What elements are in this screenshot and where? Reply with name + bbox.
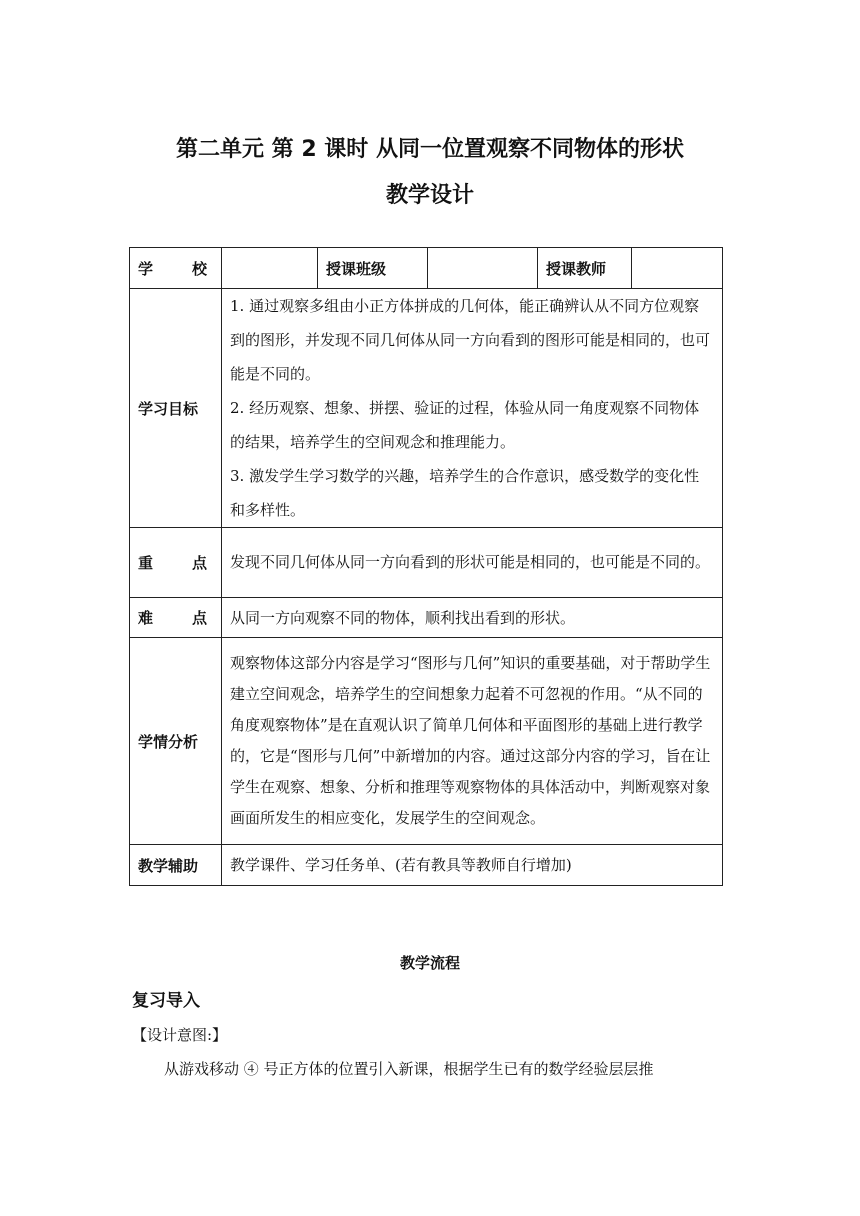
goals-content	[222, 289, 723, 528]
goals-label: 学习目标	[130, 289, 222, 528]
class-value-cell[interactable]	[428, 248, 538, 289]
goals-row	[130, 289, 723, 528]
document-title: 第二单元 第 2 课时 从同一位置观察不同物体的形状	[176, 137, 684, 162]
analysis-row	[130, 638, 723, 845]
key-point-row	[130, 528, 723, 598]
teacher-value-cell[interactable]	[632, 248, 723, 289]
key-point-label: 重 点	[130, 528, 222, 598]
difficulty-text: 从同一方向观察不同的物体，顺利找出看到的形状。	[222, 598, 723, 638]
goal-item: 2. 经历观察、想象、拼摆、验证的过程，体验从同一角度观察不同物体的结果，培养学生的空间观念和推理能力。	[230, 399, 700, 451]
analysis-label: 学情分析	[130, 638, 222, 845]
difficulty-row	[130, 598, 723, 638]
school-label: 学 校	[130, 248, 222, 289]
school-value-cell[interactable]	[222, 248, 318, 289]
class-label: 授课班级	[318, 248, 428, 289]
aids-label: 教学辅助	[130, 845, 222, 886]
goal-item: 1. 通过观察多组由小正方体拼成的几何体，能正确辨认从不同方位观察到的图形，并发现不同几何体从同一方向看到的图形可能是相同的，也可能是不同的。	[230, 297, 711, 383]
section-heading: 复习导入	[132, 991, 200, 1011]
key-point-text: 发现不同几何体从同一方向看到的形状可能是相同的，也可能是不同的。	[222, 528, 723, 598]
difficulty-label: 难 点	[130, 598, 222, 638]
header-row	[130, 248, 723, 289]
aids-row	[130, 845, 723, 886]
teacher-label: 授课教师	[538, 248, 632, 289]
analysis-text: 观察物体这部分内容是学习“图形与几何”知识的重要基础，对于帮助学生建立空间观念，培养学生的空间想象力起着不可忽视的作用。“从不同的角度观察物体”是在直观认识了简单几何体和平面图形的基础上进行教学的，它是“图形与几何”中新增加的内容。通过这部分内容的学习，旨在让学生在观察、想象、分析和推理等观察物体的具体活动中，判断观察对象画面所发生的相应变化，发展学生的空间观念。	[222, 638, 723, 845]
design-intent-label: 【设计意图:】	[132, 1026, 228, 1044]
goal-item: 3. 激发学生学习数学的兴趣，培养学生的合作意识，感受数学的变化性和多样性。	[230, 467, 700, 519]
document-subtitle: 教学设计	[385, 183, 474, 208]
aids-text: 教学课件、学习任务单、(若有教具等教师自行增加)	[222, 845, 723, 886]
lesson-info-table	[129, 247, 723, 886]
design-intent-text: 从游戏移动 ④ 号正方体的位置引入新课，根据学生已有的数学经验层层推	[164, 1060, 654, 1078]
flow-title: 教学流程	[399, 954, 460, 972]
